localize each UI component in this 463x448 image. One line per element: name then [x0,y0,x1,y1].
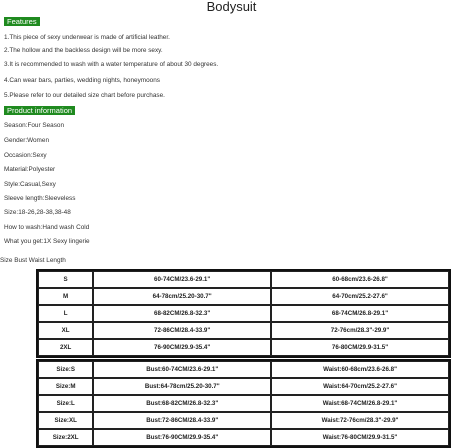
bust-cell: 60-74CM/23.6-29.1" [93,271,271,288]
size-cell: Size:2XL [38,429,93,446]
bust-cell: 64-78cm/25.20-30.7" [93,288,271,305]
size-table-labeled [36,359,451,448]
waist-cell: Waist:76-80CM/29.9-31.5" [271,429,449,446]
feature-item: 3.It is recommended to wash with a water temperature of about 30 degrees. [4,61,219,68]
waist-cell: Waist:72-76cm/28.3"-29.9" [271,412,449,429]
size-cell: 2XL [38,339,93,356]
table-row [38,429,449,446]
table-row [38,271,449,288]
waist-cell: 68-74CM/26.8-29.1" [271,305,449,322]
size-cell: L [38,305,93,322]
size-cell: Size:M [38,378,93,395]
feature-item: 1.This piece of sexy underwear is made of artificial leather. [4,34,170,41]
product-info-item: How to wash:Hand wash Cold [4,224,90,231]
waist-cell: Waist:64-70cm/25.2-27.6" [271,378,449,395]
bust-cell: Bust:76-90CM/29.9-35.4" [93,429,271,446]
size-cell: Size:XL [38,412,93,429]
feature-item: 4.Can wear bars, parties, wedding nights, honeymoons [4,77,160,84]
waist-cell: Waist:68-74CM/26.8-29.1" [271,395,449,412]
product-info-item: Size:18-26,28-38,38-48 [4,209,71,216]
bust-cell: Bust:68-82CM/26.8-32.3" [93,395,271,412]
table-row [38,361,449,378]
bust-cell: 72-86CM/28.4-33.9" [93,322,271,339]
product-info-item: Season:Four Season [4,122,65,129]
product-info-item: Material:Polyester [4,166,56,173]
feature-item: 2.The hollow and the backless design will be more sexy. [4,47,163,54]
size-cell: Size:S [38,361,93,378]
features-heading: Features [4,17,40,26]
bust-cell: Bust:72-86CM/28.4-33.9" [93,412,271,429]
size-cell: M [38,288,93,305]
table-row [38,305,449,322]
size-chart-caption: Size Bust Waist Length [0,257,66,264]
table-row [38,288,449,305]
waist-cell: Waist:60-68cm/23.6-26.8" [271,361,449,378]
table-row [38,378,449,395]
size-table-compact [36,269,451,358]
table-row [38,322,449,339]
feature-item: 5.Please refer to our detailed size chart before purchase. [4,92,165,99]
waist-cell: 60-68cm/23.6-26.8" [271,271,449,288]
product-info-item: Gender:Women [4,137,49,144]
product-info-item: Sleeve length:Sleeveless [4,195,76,202]
bust-cell: 68-82CM/26.8-32.3" [93,305,271,322]
table-row [38,412,449,429]
product-info-heading: Product information [4,106,75,115]
bust-cell: Bust:60-74CM/23.6-29.1" [93,361,271,378]
bust-cell: Bust:64-78cm/25.20-30.7" [93,378,271,395]
bust-cell: 76-90CM/29.9-35.4" [93,339,271,356]
waist-cell: 76-80CM/29.9-31.5" [271,339,449,356]
waist-cell: 72-76cm/28.3"-29.9" [271,322,449,339]
product-info-item: What you get:1X Sexy lingerie [4,238,90,245]
table-row [38,395,449,412]
waist-cell: 64-70cm/25.2-27.6" [271,288,449,305]
table-row [38,339,449,356]
page-title: Bodysuit [206,0,257,14]
product-info-item: Style:Casual,Sexy [4,181,56,188]
size-cell: Size:L [38,395,93,412]
size-cell: S [38,271,93,288]
product-info-item: Occasion:Sexy [4,152,47,159]
size-cell: XL [38,322,93,339]
